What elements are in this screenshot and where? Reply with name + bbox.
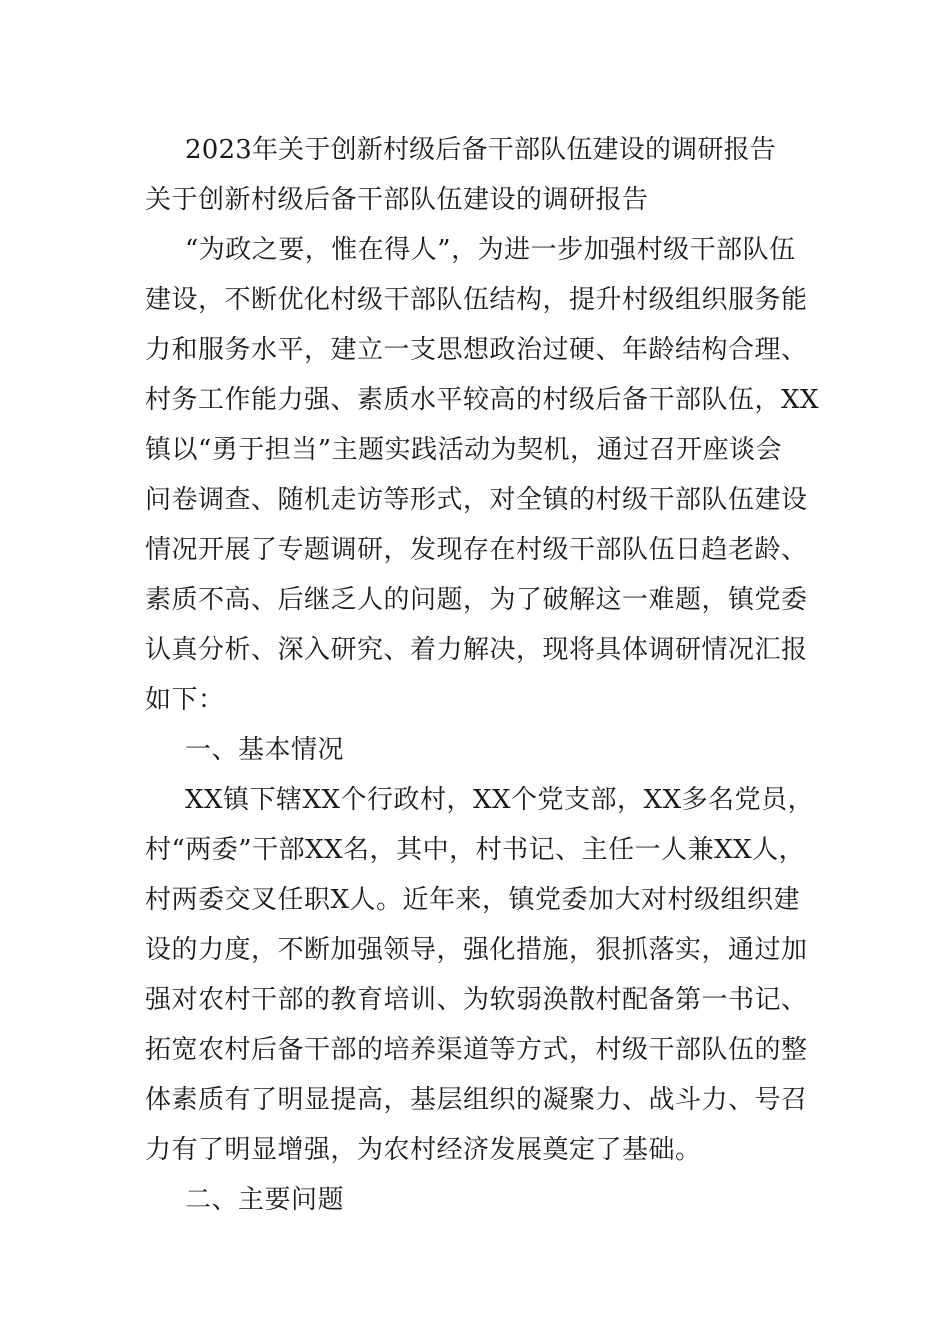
intro-line: 村务工作能力强、素质水平较高的村级后备干部队伍，XX — [145, 385, 820, 415]
section1-line: XX镇下辖XX个行政村，XX个党支部，XX多名党员， — [185, 785, 815, 815]
document-subtitle: 关于创新村级后备干部队伍建设的调研报告 — [145, 185, 649, 215]
section-heading-problems: 二、主要问题 — [185, 1185, 345, 1215]
section1-line: 拓宽农村后备干部的培养渠道等方式，村级干部队伍的整 — [145, 1035, 808, 1065]
intro-line: 情况开展了专题调研，发现存在村级干部队伍日趋老龄、 — [145, 535, 808, 565]
section1-line: 村两委交叉任职X人。近年来，镇党委加大对村级组织建 — [145, 885, 801, 915]
intro-line: 镇以“勇于担当”主题实践活动为契机，通过召开座谈会 — [145, 435, 783, 465]
document-title: 2023年关于创新村级后备干部队伍建设的调研报告 — [185, 135, 776, 165]
section1-line: 力有了明显增强，为农村经济发展奠定了基础。 — [145, 1135, 702, 1165]
section1-line: 强对农村干部的教育培训、为软弱涣散村配备第一书记、 — [145, 985, 808, 1015]
section1-line: 村“两委”干部XX名，其中，村书记、主任一人兼XX人， — [145, 835, 806, 865]
section-heading-basic: 一、基本情况 — [185, 735, 345, 765]
intro-line: 建设，不断优化村级干部队伍结构，提升村级组织服务能 — [145, 285, 808, 315]
intro-line: “为政之要，惟在得人”，为进一步加强村级干部队伍 — [185, 235, 796, 265]
intro-line: 力和服务水平，建立一支思想政治过硬、年龄结构合理、 — [145, 335, 808, 365]
section1-line: 设的力度，不断加强领导，强化措施，狠抓落实，通过加 — [145, 935, 808, 965]
intro-line: 素质不高、后继乏人的问题，为了破解这一难题，镇党委 — [145, 585, 808, 615]
intro-line: 认真分析、深入研究、着力解决，现将具体调研情况汇报 — [145, 635, 808, 665]
intro-line: 如下： — [145, 685, 225, 715]
intro-line: 问卷调查、随机走访等形式，对全镇的村级干部队伍建设 — [145, 485, 808, 515]
section1-line: 体素质有了明显提高，基层组织的凝聚力、战斗力、号召 — [145, 1085, 808, 1115]
